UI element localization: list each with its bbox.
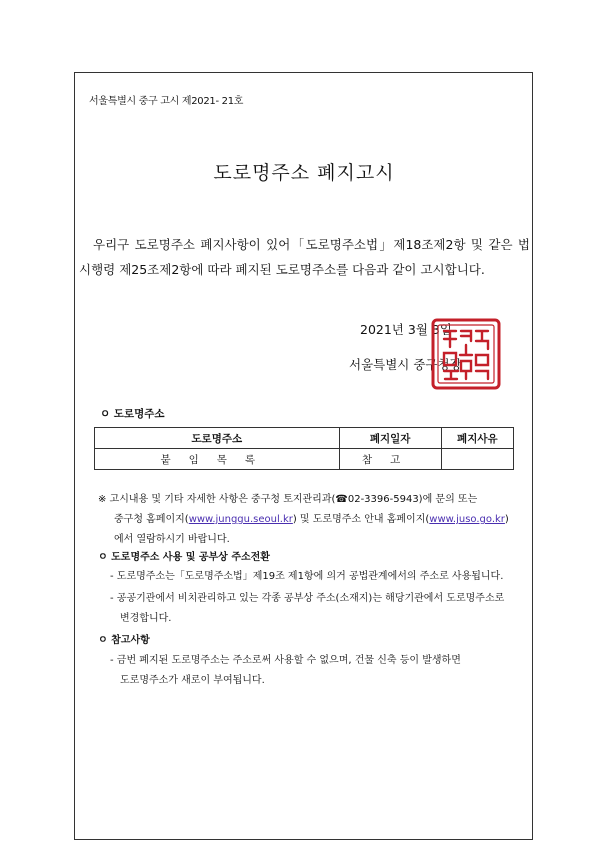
official-seal-icon xyxy=(430,317,502,391)
list-item-line: - 금번 폐지된 도로명주소는 주소로써 사용할 수 없으며, 건물 신축 등이 발생하면 xyxy=(110,655,461,666)
section-reference-heading: ㅇ 참고사항 xyxy=(98,635,150,646)
list-item-line: 변경합니다. xyxy=(120,613,172,624)
list-item-line: - 도로명주소는「도로명주소법」제19조 제1항에 의거 공법관계에서의 주소로 사용됩니다. xyxy=(110,571,504,582)
table-cell-address: 붙임목록 xyxy=(95,449,340,470)
notice-number: 서울특별시 중구 고시 제2021- 21호 xyxy=(89,96,244,107)
table-cell-date: 참고 xyxy=(339,449,441,470)
issuer-name: 서울특별시 중구청장 xyxy=(349,357,462,372)
note-line-2-post: ) xyxy=(504,514,509,525)
note-line-2-mid: ) 및 도로명주소 안내 홈페이지( xyxy=(292,514,430,525)
section-usage-heading: ㅇ 도로명주소 사용 및 공부상 주소전환 xyxy=(98,552,270,563)
junggu-homepage-link[interactable]: www.junggu.seoul.kr xyxy=(188,514,293,525)
table-header-row xyxy=(95,428,514,449)
table-cell-reason xyxy=(441,449,513,470)
list-item-line: - 공공기관에서 비치관리하고 있는 각종 공부상 주소(소재지)는 해당기관에서 도로명주소로 xyxy=(110,593,505,604)
notice-body: 우리구 도로명주소 폐지사항이 있어「도로명주소법」제18조제2항 및 같은 법 시행령 제25조제2항에 따라 폐지된 도로명주소를 다음과 같이 고시합니다. xyxy=(79,237,530,277)
note-line-3: 에서 열람하시기 바랍니다. xyxy=(114,534,230,545)
table-header-date: 폐지일자 xyxy=(339,428,441,449)
inquiry-note xyxy=(98,490,518,550)
list-item xyxy=(110,651,526,691)
list-item-line: 도로명주소가 새로이 부여됩니다. xyxy=(120,675,265,686)
section-address-heading: ㅇ 도로명주소 xyxy=(100,408,165,420)
table-row xyxy=(95,449,514,470)
table-header-address: 도로명주소 xyxy=(95,428,340,449)
juso-homepage-link[interactable]: www.juso.go.kr xyxy=(429,514,505,525)
note-line-1: ※ 고시내용 및 기타 자세한 사항은 중구청 토지관리과(☎02-3396-5943)에 문의 또는 xyxy=(98,494,478,505)
table-header-reason: 폐지사유 xyxy=(441,428,513,449)
list-item xyxy=(110,589,526,629)
page-title: 도로명주소 폐지고시 xyxy=(213,162,395,184)
list-item xyxy=(110,567,526,587)
notice-date: 2021년 3월 3일 xyxy=(360,322,452,337)
address-table xyxy=(94,427,514,470)
note-line-2-pre: 중구청 홈페이지( xyxy=(114,514,189,525)
note-line-2 xyxy=(98,510,518,530)
